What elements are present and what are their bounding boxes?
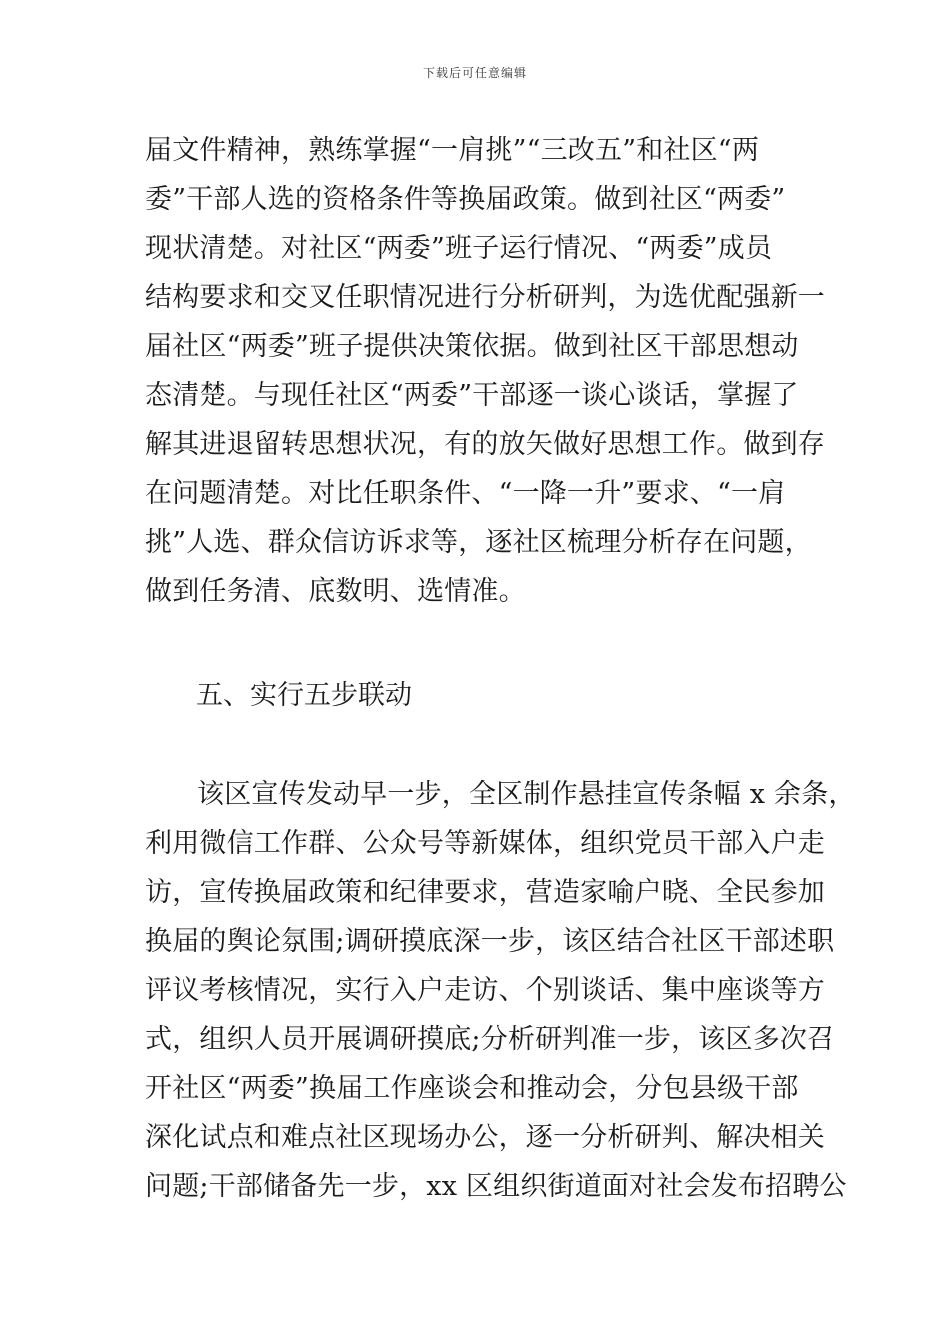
text-line: 届文件精神，熟练掌握“一肩挑”“三改五”和社区“两 xyxy=(145,135,760,166)
text-line-first: 该区宣传发动早一步，全区制作悬挂宣传条幅 x 余条， xyxy=(197,779,856,810)
text-line: 结构要求和交叉任职情况进行分析研判，为选优配强新一 xyxy=(145,282,825,313)
text-line: 换届的舆论氛围;调研摸底深一步，该区结合社区干部述职 xyxy=(145,926,835,957)
text-line: 问题;干部储备先一步，xx 区组织街道面对社会发布招聘公 xyxy=(145,1171,847,1202)
text-line: 开社区“两委”换届工作座谈会和推动会，分包县级干部 xyxy=(145,1073,799,1104)
text-line: 在问题清楚。对比任职条件、“一降一升”要求、“一肩 xyxy=(145,478,786,509)
text-line: 解其进退留转思想状况，有的放矢做好思想工作。做到存 xyxy=(145,429,825,460)
page-header: 下载后可任意编辑 xyxy=(422,66,527,80)
paragraph-2 xyxy=(145,770,856,1211)
paragraph-1 xyxy=(145,126,825,616)
text-line: 现状清楚。对社区“两委”班子运行情况、“两委”成员 xyxy=(145,233,773,264)
text-line: 挑”人选、群众信访诉求等，逐社区梳理分析存在问题， xyxy=(145,527,812,558)
text-line: 做到任务清、底数明、选情准。 xyxy=(145,576,526,607)
section-heading: 五、实行五步联动 xyxy=(196,680,412,711)
text-line: 评议考核情况，实行入户走访、个别谈话、集中座谈等方 xyxy=(145,975,825,1006)
text-line: 深化试点和难点社区现场办公，逐一分析研判、解决相关 xyxy=(145,1122,825,1153)
text-line: 访，宣传换届政策和纪律要求，营造家喻户晓、全民参加 xyxy=(145,877,825,908)
text-line: 委”干部人选的资格条件等换届政策。做到社区“两委” xyxy=(145,184,786,215)
text-line: 式，组织人员开展调研摸底;分析研判准一步，该区多次召 xyxy=(145,1024,835,1055)
text-line: 利用微信工作群、公众号等新媒体，组织党员干部入户走 xyxy=(145,828,825,859)
text-line: 态清楚。与现任社区“两委”干部逐一谈心谈话，掌握了 xyxy=(145,380,799,411)
text-line: 届社区“两委”班子提供决策依据。做到社区干部思想动 xyxy=(145,331,799,362)
